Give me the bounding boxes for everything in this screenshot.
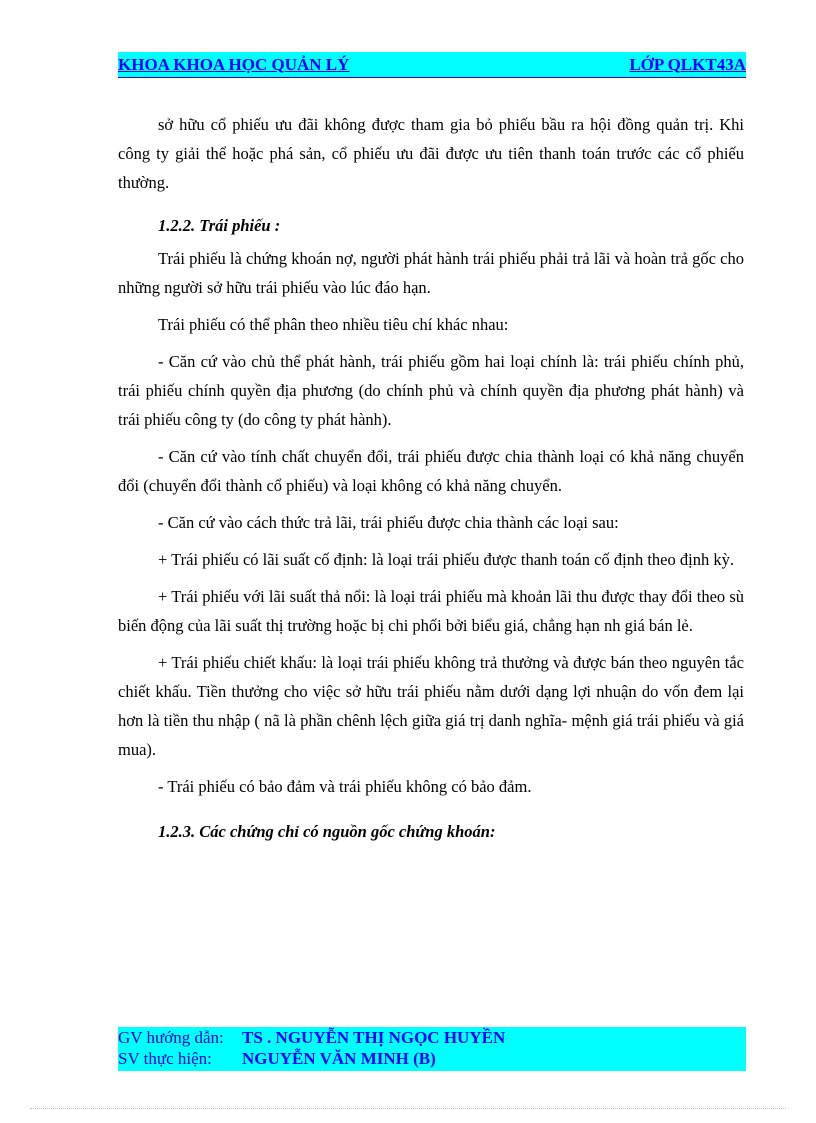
- header-faculty: KHOA KHOA HỌC QUẢN LÝ: [118, 54, 350, 74]
- student-name: NGUYỄN VĂN MINH (B): [242, 1049, 436, 1068]
- paragraph: + Trái phiếu chiết khấu: là loại trái phiếu không trả thưởng và được bán theo nguyên tắc chiết khấu. Tiền thưởng cho việc sở hữu trái phiếu nằm dưới dạng lợi nhuận do vốn đem lại hơn là tiền thu nhập ( nã là phần chênh lệch giữa giá trị danh nghĩa- mệnh giá trái phiếu và giá mua).: [118, 653, 744, 759]
- paragraph: Trái phiếu là chứng khoán nợ, người phát hành trái phiếu phải trả lãi và hoàn trả gốc cho những người sở hữu trái phiếu vào lúc đáo hạn.: [118, 249, 744, 297]
- page-bottom-divider: [30, 1108, 786, 1109]
- section-heading: 1.2.3. Các chứng chỉ có nguồn gốc chứng khoán:: [158, 822, 496, 841]
- paragraph: + Trái phiếu với lãi suất thả nổi: là loại trái phiếu mà khoản lãi thu được thay đổi theo sù biến động của lãi suất thị trường hoặc bị chi phối bởi biểu giá, chẳng hạn nh giá bán lẻ.: [118, 587, 744, 635]
- advisor-label: GV hướng dẫn:: [118, 1028, 224, 1047]
- student-row: [118, 1048, 746, 1069]
- paragraph: - Căn cứ vào tính chất chuyển đổi, trái phiếu được chia thành loại có khả năng chuyển đổi (chuyển đổi thành cổ phiếu) và loại không có khả năng chuyển.: [118, 447, 744, 495]
- paragraph: + Trái phiếu có lãi suất cố định: là loại trái phiếu được thanh toán cố định theo định kỳ.: [158, 550, 734, 569]
- header-class: LỚP QLKT43A: [629, 54, 746, 74]
- page-header: [118, 52, 746, 78]
- advisor-row: [118, 1027, 746, 1048]
- student-label: SV thực hiện:: [118, 1049, 212, 1068]
- section-heading: 1.2.2. Trái phiếu :: [158, 216, 281, 235]
- document-body: [118, 110, 744, 850]
- advisor-name: TS . NGUYỄN THỊ NGỌC HUYỀN: [242, 1028, 506, 1047]
- paragraph: sở hữu cổ phiếu ưu đãi không được tham gia bỏ phiếu bầu ra hội đồng quản trị. Khi công ty giải thể hoặc phá sản, cổ phiếu ưu đãi được ưu tiên thanh toán trước các cổ phiếu thường.: [118, 115, 744, 192]
- page-footer: [118, 1027, 746, 1071]
- paragraph: - Căn cứ vào chủ thể phát hành, trái phiếu gồm hai loại chính là: trái phiếu chính phủ, trái phiếu chính quyền địa phương (do chính phủ và chính quyền địa phương phát hành) và trái phiếu công ty (do công ty phát hành).: [118, 352, 744, 429]
- paragraph: Trái phiếu có thể phân theo nhiều tiêu chí khác nhau:: [158, 315, 509, 334]
- paragraph: - Trái phiếu có bảo đảm và trái phiếu không có bảo đảm.: [158, 777, 532, 796]
- paragraph: - Căn cứ vào cách thức trả lãi, trái phiếu được chia thành các loại sau:: [158, 513, 619, 532]
